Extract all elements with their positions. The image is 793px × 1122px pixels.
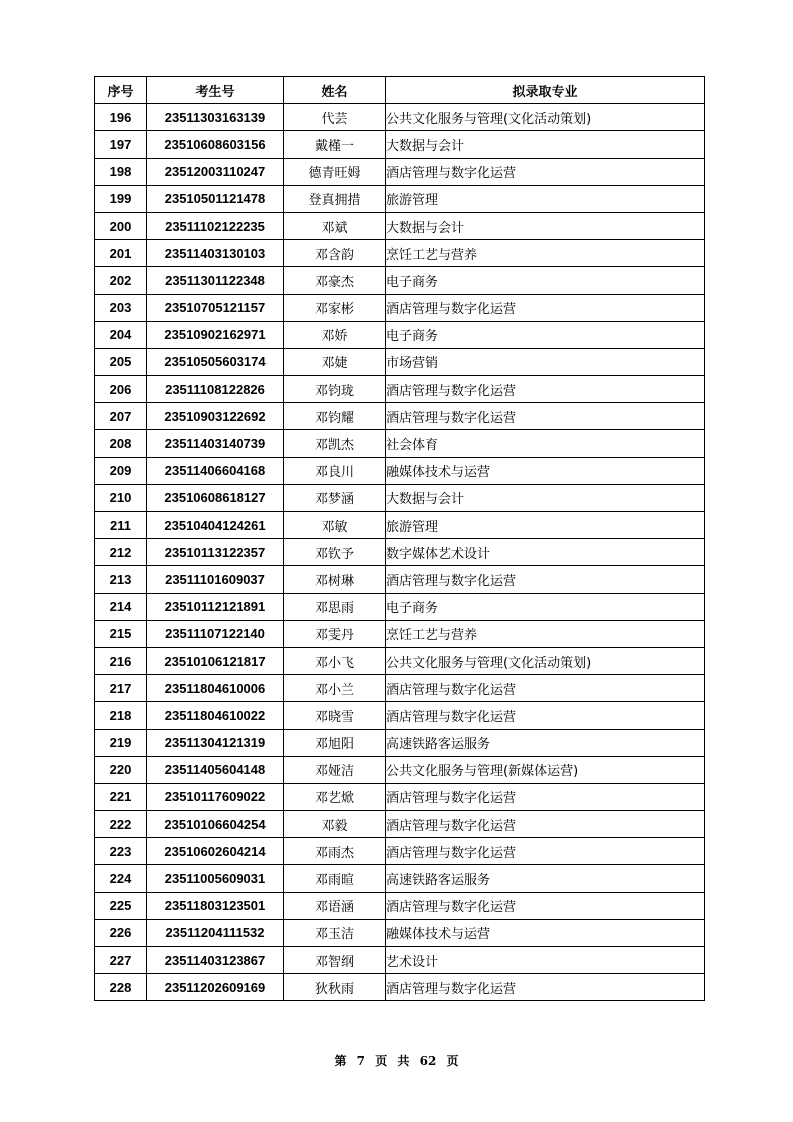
cell-major: 公共文化服务与管理(文化活动策划) xyxy=(386,104,705,131)
cell-exam-id: 23511406604168 xyxy=(147,457,284,484)
table-row xyxy=(95,185,705,212)
table-row xyxy=(95,104,705,131)
cell-major: 电子商务 xyxy=(386,593,705,620)
cell-name: 邓良川 xyxy=(284,457,386,484)
cell-name: 邓豪杰 xyxy=(284,267,386,294)
cell-major: 市场营销 xyxy=(386,348,705,375)
cell-major: 旅游管理 xyxy=(386,185,705,212)
cell-exam-id: 23510106121817 xyxy=(147,647,284,674)
cell-serial: 219 xyxy=(95,729,147,756)
cell-major: 酒店管理与数字化运营 xyxy=(386,974,705,1001)
header-name: 姓名 xyxy=(284,77,386,104)
footer-total-pages: 62 xyxy=(419,1054,437,1068)
cell-exam-id: 23512003110247 xyxy=(147,158,284,185)
cell-name: 邓艺焮 xyxy=(284,783,386,810)
cell-exam-id: 23511804610022 xyxy=(147,702,284,729)
cell-name: 邓毅 xyxy=(284,811,386,838)
cell-major: 高速铁路客运服务 xyxy=(386,865,705,892)
cell-serial: 218 xyxy=(95,702,147,729)
table-row xyxy=(95,512,705,539)
table-row xyxy=(95,131,705,158)
cell-serial: 201 xyxy=(95,240,147,267)
cell-serial: 228 xyxy=(95,974,147,1001)
cell-name: 邓树琳 xyxy=(284,566,386,593)
cell-major: 酒店管理与数字化运营 xyxy=(386,376,705,403)
table-row xyxy=(95,212,705,239)
cell-major: 融媒体技术与运营 xyxy=(386,919,705,946)
table-row xyxy=(95,376,705,403)
table-row xyxy=(95,294,705,321)
footer-page-number: 7 xyxy=(356,1054,366,1068)
table-row xyxy=(95,430,705,457)
table-row xyxy=(95,484,705,511)
cell-serial: 206 xyxy=(95,376,147,403)
cell-name: 邓婕 xyxy=(284,348,386,375)
cell-name: 邓斌 xyxy=(284,212,386,239)
page-footer xyxy=(0,1052,793,1069)
cell-major: 数字媒体艺术设计 xyxy=(386,539,705,566)
cell-serial: 217 xyxy=(95,675,147,702)
cell-major: 融媒体技术与运营 xyxy=(386,457,705,484)
cell-major: 酒店管理与数字化运营 xyxy=(386,403,705,430)
table-row xyxy=(95,566,705,593)
cell-exam-id: 23511304121319 xyxy=(147,729,284,756)
cell-exam-id: 23511405604148 xyxy=(147,756,284,783)
cell-serial: 222 xyxy=(95,811,147,838)
cell-serial: 216 xyxy=(95,647,147,674)
cell-major: 大数据与会计 xyxy=(386,484,705,511)
header-exam-id: 考生号 xyxy=(147,77,284,104)
cell-name: 邓敏 xyxy=(284,512,386,539)
footer-page-word: 页 xyxy=(375,1054,388,1068)
cell-serial: 212 xyxy=(95,539,147,566)
table-row xyxy=(95,240,705,267)
cell-serial: 220 xyxy=(95,756,147,783)
cell-major: 酒店管理与数字化运营 xyxy=(386,294,705,321)
cell-exam-id: 23510705121157 xyxy=(147,294,284,321)
cell-serial: 225 xyxy=(95,892,147,919)
cell-exam-id: 23511804610006 xyxy=(147,675,284,702)
cell-major: 高速铁路客运服务 xyxy=(386,729,705,756)
cell-name: 邓语涵 xyxy=(284,892,386,919)
cell-exam-id: 23510112121891 xyxy=(147,593,284,620)
cell-exam-id: 23511403140739 xyxy=(147,430,284,457)
cell-major: 烹饪工艺与营养 xyxy=(386,620,705,647)
cell-exam-id: 23511005609031 xyxy=(147,865,284,892)
table-row xyxy=(95,865,705,892)
cell-major: 酒店管理与数字化运营 xyxy=(386,702,705,729)
cell-name: 邓家彬 xyxy=(284,294,386,321)
cell-serial: 199 xyxy=(95,185,147,212)
table-header-row xyxy=(95,77,705,104)
cell-name: 邓钦予 xyxy=(284,539,386,566)
table-row xyxy=(95,321,705,348)
cell-exam-id: 23511303163139 xyxy=(147,104,284,131)
cell-exam-id: 23511108122826 xyxy=(147,376,284,403)
cell-major: 酒店管理与数字化运营 xyxy=(386,675,705,702)
cell-serial: 203 xyxy=(95,294,147,321)
cell-name: 邓雯丹 xyxy=(284,620,386,647)
cell-serial: 223 xyxy=(95,838,147,865)
cell-name: 邓钧耀 xyxy=(284,403,386,430)
cell-exam-id: 23510113122357 xyxy=(147,539,284,566)
cell-name: 邓含韵 xyxy=(284,240,386,267)
cell-exam-id: 23511102122235 xyxy=(147,212,284,239)
cell-serial: 205 xyxy=(95,348,147,375)
cell-name: 邓雨杰 xyxy=(284,838,386,865)
cell-serial: 198 xyxy=(95,158,147,185)
footer-prefix: 第 xyxy=(334,1054,347,1068)
cell-exam-id: 23511204111532 xyxy=(147,919,284,946)
cell-major: 酒店管理与数字化运营 xyxy=(386,158,705,185)
cell-name: 戴槿一 xyxy=(284,131,386,158)
footer-suffix: 页 xyxy=(446,1054,459,1068)
cell-serial: 224 xyxy=(95,865,147,892)
table-row xyxy=(95,647,705,674)
cell-serial: 202 xyxy=(95,267,147,294)
cell-exam-id: 23511803123501 xyxy=(147,892,284,919)
cell-major: 艺术设计 xyxy=(386,947,705,974)
cell-major: 酒店管理与数字化运营 xyxy=(386,566,705,593)
cell-serial: 209 xyxy=(95,457,147,484)
cell-exam-id: 23511101609037 xyxy=(147,566,284,593)
cell-name: 邓雨暄 xyxy=(284,865,386,892)
table-row xyxy=(95,675,705,702)
cell-serial: 213 xyxy=(95,566,147,593)
cell-name: 邓凯杰 xyxy=(284,430,386,457)
cell-name: 登真拥措 xyxy=(284,185,386,212)
cell-name: 邓娅洁 xyxy=(284,756,386,783)
cell-serial: 215 xyxy=(95,620,147,647)
table-row xyxy=(95,811,705,838)
cell-major: 旅游管理 xyxy=(386,512,705,539)
cell-name: 邓玉洁 xyxy=(284,919,386,946)
table-row xyxy=(95,919,705,946)
cell-serial: 200 xyxy=(95,212,147,239)
cell-exam-id: 23510505603174 xyxy=(147,348,284,375)
cell-serial: 208 xyxy=(95,430,147,457)
cell-name: 邓娇 xyxy=(284,321,386,348)
cell-name: 邓智纲 xyxy=(284,947,386,974)
cell-serial: 197 xyxy=(95,131,147,158)
cell-major: 大数据与会计 xyxy=(386,131,705,158)
cell-serial: 196 xyxy=(95,104,147,131)
table-body xyxy=(95,104,705,1001)
cell-name: 邓钧珑 xyxy=(284,376,386,403)
table-row xyxy=(95,702,705,729)
cell-name: 邓旭阳 xyxy=(284,729,386,756)
table-row xyxy=(95,892,705,919)
cell-name: 邓思雨 xyxy=(284,593,386,620)
cell-exam-id: 23511202609169 xyxy=(147,974,284,1001)
admission-table xyxy=(94,76,705,1001)
cell-serial: 226 xyxy=(95,919,147,946)
cell-name: 德青旺姆 xyxy=(284,158,386,185)
cell-major: 社会体育 xyxy=(386,430,705,457)
table-row xyxy=(95,403,705,430)
cell-exam-id: 23511403123867 xyxy=(147,947,284,974)
cell-name: 邓晓雪 xyxy=(284,702,386,729)
cell-major: 酒店管理与数字化运营 xyxy=(386,811,705,838)
table-row xyxy=(95,593,705,620)
table-row xyxy=(95,457,705,484)
cell-serial: 214 xyxy=(95,593,147,620)
cell-exam-id: 23511403130103 xyxy=(147,240,284,267)
cell-major: 公共文化服务与管理(新媒体运营) xyxy=(386,756,705,783)
footer-total-word: 共 xyxy=(397,1054,410,1068)
cell-name: 邓梦涵 xyxy=(284,484,386,511)
cell-exam-id: 23510602604214 xyxy=(147,838,284,865)
cell-serial: 207 xyxy=(95,403,147,430)
table-row xyxy=(95,729,705,756)
cell-major: 烹饪工艺与营养 xyxy=(386,240,705,267)
cell-serial: 204 xyxy=(95,321,147,348)
cell-exam-id: 23510404124261 xyxy=(147,512,284,539)
header-serial: 序号 xyxy=(95,77,147,104)
table-row xyxy=(95,539,705,566)
cell-serial: 211 xyxy=(95,512,147,539)
header-major: 拟录取专业 xyxy=(386,77,705,104)
cell-major: 电子商务 xyxy=(386,321,705,348)
cell-serial: 210 xyxy=(95,484,147,511)
cell-name: 狄秋雨 xyxy=(284,974,386,1001)
table-row xyxy=(95,947,705,974)
cell-major: 公共文化服务与管理(文化活动策划) xyxy=(386,647,705,674)
table-row xyxy=(95,348,705,375)
table-row xyxy=(95,620,705,647)
cell-exam-id: 23511107122140 xyxy=(147,620,284,647)
cell-exam-id: 23510501121478 xyxy=(147,185,284,212)
table-row xyxy=(95,756,705,783)
cell-exam-id: 23510903122692 xyxy=(147,403,284,430)
cell-name: 邓小兰 xyxy=(284,675,386,702)
cell-name: 邓小飞 xyxy=(284,647,386,674)
table-row xyxy=(95,267,705,294)
cell-exam-id: 23510117609022 xyxy=(147,783,284,810)
cell-exam-id: 23510608618127 xyxy=(147,484,284,511)
cell-serial: 221 xyxy=(95,783,147,810)
cell-name: 代芸 xyxy=(284,104,386,131)
cell-serial: 227 xyxy=(95,947,147,974)
cell-major: 酒店管理与数字化运营 xyxy=(386,838,705,865)
cell-exam-id: 23511301122348 xyxy=(147,267,284,294)
cell-major: 电子商务 xyxy=(386,267,705,294)
cell-exam-id: 23510106604254 xyxy=(147,811,284,838)
table-row xyxy=(95,838,705,865)
cell-major: 酒店管理与数字化运营 xyxy=(386,892,705,919)
cell-exam-id: 23510902162971 xyxy=(147,321,284,348)
cell-exam-id: 23510608603156 xyxy=(147,131,284,158)
table-row xyxy=(95,783,705,810)
cell-major: 大数据与会计 xyxy=(386,212,705,239)
table-row xyxy=(95,974,705,1001)
cell-major: 酒店管理与数字化运营 xyxy=(386,783,705,810)
table-row xyxy=(95,158,705,185)
